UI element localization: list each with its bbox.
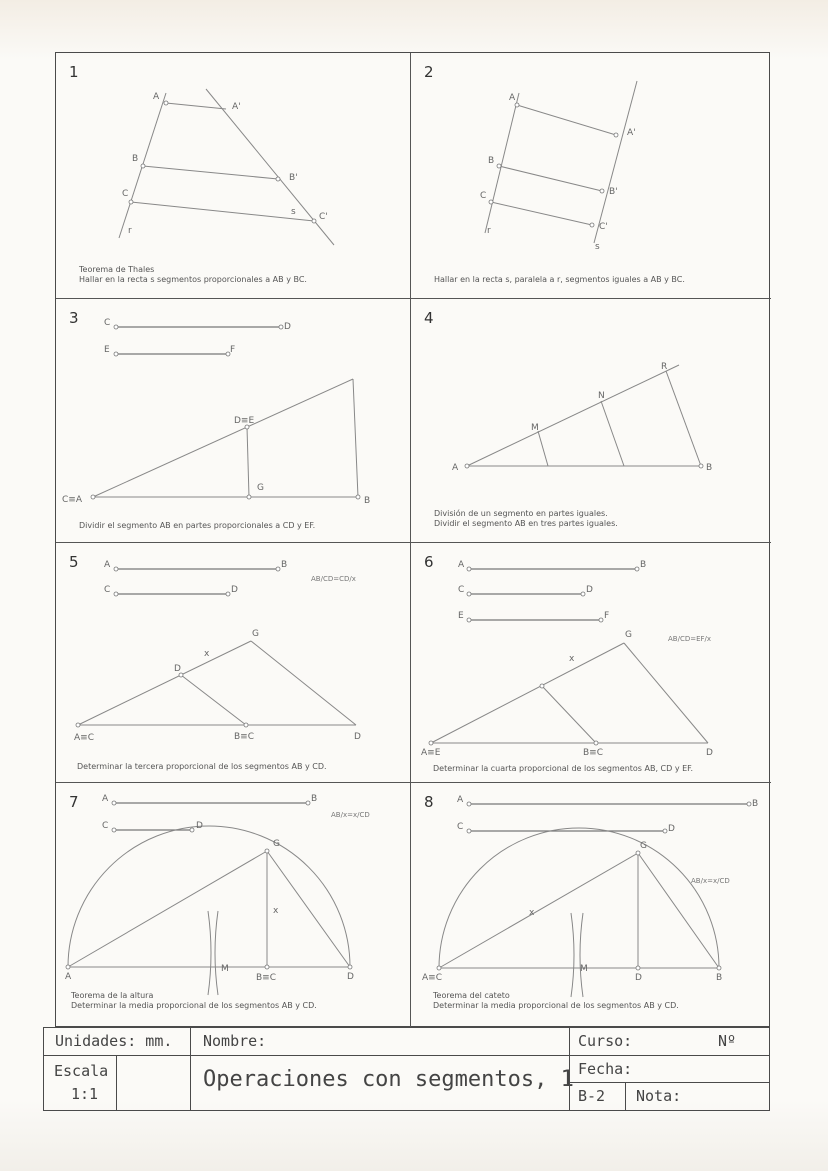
label-D: D (668, 824, 675, 834)
label-B: B (706, 463, 713, 473)
label-A-prime: A' (232, 102, 241, 112)
label-x: x (204, 649, 210, 659)
label-D-end: D (706, 748, 713, 758)
label-B: B (132, 154, 139, 164)
label-A: A (458, 560, 465, 570)
panel-3 (56, 299, 411, 543)
label-B-end: B (716, 973, 723, 983)
panel-caption: Determinar la tercera proporcional de los segmentos AB y CD. (77, 762, 327, 771)
title-block (43, 1027, 770, 1111)
parallel-segments-figure (411, 53, 771, 299)
panel-number: 8 (424, 793, 434, 811)
label-R: R (661, 362, 668, 372)
panel-caption: Teorema de Thales Hallar en la recta s segmentos proporcionales a AB y BC. (79, 265, 307, 284)
label-C: C (457, 822, 464, 832)
label-B-prime: B' (609, 187, 618, 197)
label-B: B (488, 156, 495, 166)
panel-caption: Hallar en la recta s, paralela a r, segmentos iguales a AB y BC. (434, 275, 685, 284)
label-r: r (128, 226, 132, 236)
label-M: M (221, 964, 229, 974)
panel-number: 3 (69, 309, 79, 327)
label-A-end: A (65, 972, 72, 982)
title-cell (191, 1056, 574, 1110)
label-B: B (752, 799, 759, 809)
scale-cell (44, 1056, 117, 1110)
scale-label: Escala (54, 1062, 109, 1080)
thales-figure (56, 53, 411, 299)
third-proportional-figure (56, 543, 411, 783)
proportional-division-figure (56, 299, 411, 543)
label-C: C (102, 821, 109, 831)
ratio-formula: AB/CD=EF/x (668, 635, 712, 643)
label-G: G (257, 483, 264, 493)
label-s: s (595, 242, 600, 252)
date-label: Fecha: (578, 1060, 633, 1078)
name-label: Nombre: (203, 1032, 267, 1050)
label-B-equiv-C: B≡C (583, 748, 603, 758)
label-D: D (231, 585, 238, 595)
label-x: x (273, 906, 279, 916)
label-C: C (104, 585, 111, 595)
blank-cell (117, 1056, 191, 1110)
grade-label: Nota: (636, 1087, 682, 1105)
panel-caption: Teorema del cateto Determinar la media proporcional de los segmentos AB y CD. (433, 991, 679, 1010)
label-x: x (529, 908, 535, 918)
label-E: E (104, 345, 110, 355)
panel-number: 6 (424, 553, 434, 571)
ratio-formula: AB/x=x/CD (691, 877, 730, 885)
label-C: C (122, 189, 129, 199)
label-A-prime: A' (627, 128, 636, 138)
date-cell (569, 1056, 769, 1083)
name-cell (191, 1028, 569, 1056)
label-A: A (457, 795, 464, 805)
label-D-end: D (635, 973, 642, 983)
sheet-title: Operaciones con segmentos, 1 (203, 1067, 574, 1092)
label-B-equiv-C: B≡C (234, 732, 254, 742)
panel-caption: Dividir el segmento AB en partes proporcionales a CD y EF. (79, 521, 316, 530)
label-F: F (230, 345, 236, 355)
grade-cell (626, 1083, 769, 1110)
panel-6 (411, 543, 771, 783)
label-A: A (452, 463, 459, 473)
course-cell (569, 1028, 769, 1056)
label-G: G (625, 630, 632, 640)
equal-parts-figure (411, 299, 771, 543)
panel-4 (411, 299, 771, 543)
panel-caption: División de un segmento en partes iguales. Dividir el segmento AB en tres partes iguales. (434, 509, 618, 528)
label-D-end: D (354, 732, 361, 742)
label-A: A (104, 560, 111, 570)
label-G: G (273, 839, 280, 849)
units-cell (44, 1028, 191, 1056)
label-B: B (281, 560, 288, 570)
label-s: s (291, 207, 296, 217)
label-A: A (102, 794, 109, 804)
label-D-mid: D (174, 664, 181, 674)
units-label: Unidades: mm. (55, 1032, 173, 1050)
label-D: D (586, 585, 593, 595)
label-A: A (509, 93, 516, 103)
label-C: C (104, 318, 111, 328)
label-B-equiv-C: B≡C (256, 973, 276, 983)
label-C: C (480, 191, 487, 201)
code-cell (569, 1083, 626, 1110)
label-D-equiv-E: D≡E (234, 416, 255, 426)
panel-1 (56, 53, 411, 299)
drawing-sheet (55, 52, 770, 1027)
fourth-proportional-figure (411, 543, 771, 783)
label-C: C (458, 585, 465, 595)
label-B: B (640, 560, 647, 570)
course-label: Curso: (578, 1032, 633, 1050)
label-C-prime: C' (599, 222, 608, 232)
sheet-code: B-2 (578, 1087, 606, 1105)
label-D: D (284, 322, 291, 332)
label-A-equiv-C: A≡C (74, 733, 94, 743)
label-D-end: D (347, 972, 354, 982)
ratio-formula: AB/CD=CD/x (311, 575, 356, 583)
label-C-equiv-A: C≡A (62, 495, 82, 505)
label-A: A (153, 92, 160, 102)
label-A-equiv-C: A≡C (422, 973, 442, 983)
panel-8 (411, 783, 771, 1028)
panel-number: 1 (69, 63, 79, 81)
panel-number: 2 (424, 63, 434, 81)
label-D: D (196, 821, 203, 831)
label-B-prime: B' (289, 173, 298, 183)
panel-number: 5 (69, 553, 79, 571)
label-B: B (311, 794, 318, 804)
label-C-prime: C' (319, 212, 328, 222)
label-N: N (598, 391, 605, 401)
label-M: M (531, 423, 539, 433)
panel-caption: Teorema de la altura Determinar la media proporcional de los segmentos AB y CD. (71, 991, 317, 1010)
panel-caption: Determinar la cuarta proporcional de los segmentos AB, CD y EF. (433, 764, 694, 773)
panel-number: 4 (424, 309, 434, 327)
panel-number: 7 (69, 793, 79, 811)
panel-7 (56, 783, 411, 1028)
panel-5 (56, 543, 411, 783)
label-G: G (640, 841, 647, 851)
label-B: B (364, 496, 371, 506)
label-x: x (569, 654, 575, 664)
label-A-equiv-E: A≡E (421, 748, 441, 758)
label-F: F (604, 611, 610, 621)
label-M: M (580, 964, 588, 974)
number-label: Nº (718, 1032, 737, 1050)
panel-2 (411, 53, 771, 299)
label-E: E (458, 611, 464, 621)
scale-value: 1:1 (71, 1085, 99, 1103)
ratio-formula: AB/x=x/CD (331, 811, 370, 819)
label-r: r (487, 226, 491, 236)
label-G: G (252, 629, 259, 639)
